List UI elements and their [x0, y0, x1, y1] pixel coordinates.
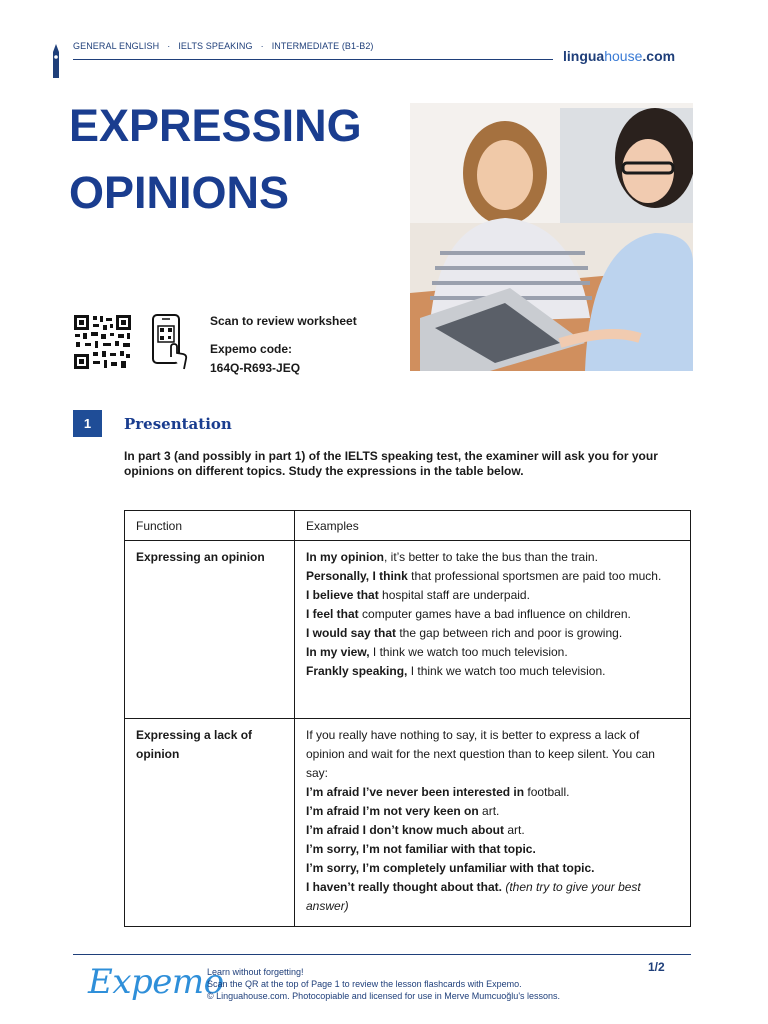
- scan-instructions: [210, 312, 357, 378]
- example-line: Frankly speaking, I think we watch too much television.: [306, 664, 606, 678]
- example-line: In my view, I think we watch too much television.: [306, 645, 568, 659]
- qr-code-icon[interactable]: [73, 314, 132, 370]
- footer-text: [207, 966, 560, 1002]
- section-intro: In part 3 (and possibly in part 1) of the IELTS speaking test, the examiner will ask you for your opinions on different topics. Study the expressions in the table below.: [124, 449, 658, 478]
- example-line: I’m afraid I’m not very keen on art.: [306, 804, 500, 818]
- examples-cell: [295, 719, 691, 927]
- breadcrumb-general-english: GENERAL ENGLISH: [73, 41, 160, 51]
- footer-divider: [73, 954, 691, 955]
- breadcrumb-ielts-speaking: IELTS SPEAKING: [178, 41, 253, 51]
- brand-logo[interactable]: linguahouse.com: [563, 48, 676, 64]
- big-ben-icon: [50, 44, 62, 78]
- two-women-laptop-photo: [410, 103, 693, 371]
- example-line: I haven’t really thought about that. (then try to give your best answer): [306, 880, 641, 913]
- footer-instruction: Scan the QR at the top of Page 1 to review the lesson flashcards with Expemo.: [207, 979, 522, 989]
- example-line: I would say that the gap between rich and poor is growing.: [306, 626, 623, 640]
- example-line: I feel that computer games have a bad influence on children.: [306, 607, 631, 621]
- expressions-table: [124, 510, 691, 927]
- expemo-code: 164Q-R693-JEQ: [210, 361, 301, 375]
- table-header-row: [125, 511, 691, 541]
- page-title: EXPRESSING OPINIONS: [69, 100, 362, 218]
- scan-phone-icon: [151, 313, 189, 371]
- footer-license: © Linguahouse.com. Photocopiable and licensed for use in Merve Mumcuoğlu's lessons.: [207, 991, 561, 1001]
- example-line: Personally, I think that professional sportsmen are paid too much.: [306, 569, 662, 583]
- example-line: I believe that hospital staff are underpaid.: [306, 588, 530, 602]
- example-line: In my opinion, it’s better to take the bus than the train.: [306, 550, 598, 564]
- breadcrumb-level: INTERMEDIATE (B1-B2): [271, 41, 374, 51]
- expemo-code-label: Expemo code:: [210, 342, 293, 356]
- example-line: I’m afraid I’ve never been interested in football.: [306, 785, 570, 799]
- examples-cell: [295, 541, 691, 719]
- table-row: [125, 719, 691, 927]
- scan-label: Scan to review worksheet: [210, 314, 357, 328]
- expemo-logo[interactable]: Expemo: [88, 962, 224, 1002]
- section-number: 1: [73, 410, 102, 437]
- function-cell: Expressing a lack of opinion: [125, 719, 295, 927]
- footer-tagline: Learn without forgetting!: [207, 967, 304, 977]
- example-line: I’m sorry, I’m not familiar with that topic.: [306, 842, 536, 856]
- example-intro: If you really have nothing to say, it is better to express a lack of opinion and wait for the next question than to keep silent. You can say:: [306, 728, 655, 780]
- function-cell: Expressing an opinion: [125, 541, 295, 719]
- section-title: Presentation: [124, 415, 232, 433]
- table-row: [125, 541, 691, 719]
- header-divider: [73, 59, 553, 60]
- column-header-function: Function: [125, 511, 295, 541]
- example-line: I’m sorry, I’m completely unfamiliar with that topic.: [306, 861, 595, 875]
- column-header-examples: Examples: [295, 511, 691, 541]
- example-line: I’m afraid I don’t know much about art.: [306, 823, 525, 837]
- breadcrumb: GENERAL ENGLISH · IELTS SPEAKING · INTERMEDIATE (B1-B2): [73, 41, 374, 51]
- page-number: 1/2: [648, 960, 665, 974]
